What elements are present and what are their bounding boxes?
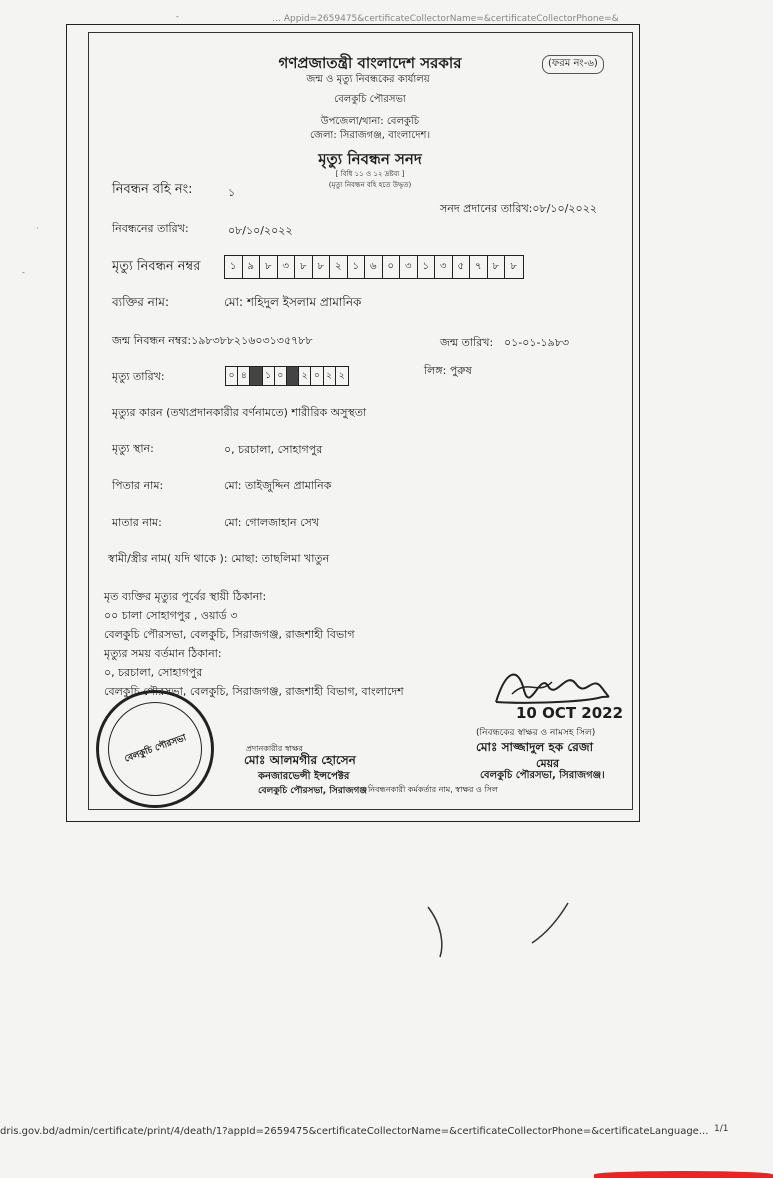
mayor-office: বেলকুচি পৌরসভা, সিরাজগঞ্জ।	[480, 770, 605, 781]
date-digit: ১	[263, 367, 275, 385]
reg-date-label: নিবন্ধনের তারিখ:	[112, 222, 189, 235]
death-date-label: মৃত্যু তারিখ:	[112, 370, 165, 383]
reg-digit: ৮	[295, 256, 313, 278]
top-url: … Appid=2659475&certificateCollectorName=&certificateCollectorPhone=&	[272, 14, 619, 24]
place-value: ০, চরচালা, সোহাগপুর	[224, 443, 323, 456]
red-edge	[594, 1171, 773, 1178]
death-date	[225, 366, 349, 386]
municipality-seal	[96, 690, 214, 808]
scan-mark: -	[22, 268, 25, 277]
issuer-label: প্রদানকারীর স্বাক্ষর	[246, 744, 303, 753]
scan-marks	[420, 895, 580, 965]
death-reg-number	[224, 255, 524, 279]
register-book-label: নিবন্ধন বহি নং:	[112, 182, 193, 197]
person-name-label: ব্যক্তির নাম:	[112, 295, 170, 309]
mother-label: মাতার নাম:	[112, 516, 162, 529]
mayor-name: মোঃ সাজ্জাদুল হক রেজা	[476, 740, 594, 754]
stamp-date: 10 OCT 2022	[516, 704, 624, 722]
date-digit: ০	[275, 367, 287, 385]
issue-date: সনদ প্রদানের তারিখ:০৮/১০/২০২২	[440, 202, 597, 215]
reg-digit: ৫	[453, 256, 471, 278]
reg-digit: ১	[348, 256, 366, 278]
perm-address-line: বেলকুচি পৌরসভা, বেলকুচি, সিরাজগঞ্জ, রাজশাহী বিভাগ	[104, 628, 355, 641]
upazila: উপজেলা/থানা: বেলকুচি	[320, 116, 420, 127]
reg-digit: ৯	[243, 256, 261, 278]
issuer-name: মোঃ আলমগীর হোসেন	[244, 753, 356, 767]
print-url-footer: dris.gov.bd/admin/certificate/print/4/death/1?appId=2659475&certificateCollectorName=&certificateCollectorPhone=&certificateLanguage...	[0, 1126, 709, 1137]
date-separator	[250, 367, 262, 385]
date-separator	[287, 367, 299, 385]
mayor-title: মেয়র	[536, 757, 560, 770]
reg-digit: ৭	[470, 256, 488, 278]
issuer-title: কনজারভেন্সী ইন্সপেক্টর	[258, 771, 350, 782]
curr-address-line: ০, চরচালা, সোহাগপুর	[104, 666, 203, 679]
death-reg-label: মৃত্যু নিবন্ধন নম্বর	[112, 259, 201, 274]
reg-digit: ৮	[313, 256, 331, 278]
reg-digit: ৮	[488, 256, 506, 278]
reg-digit: ৩	[400, 256, 418, 278]
rule-reference: [ বিধি ১১ ও ১২ দ্রষ্টব্য ]	[335, 170, 405, 178]
rule-reference-2: (মৃত্যু নিবন্ধন বহি হতে উদ্ধৃত)	[328, 181, 412, 189]
issuer-office: বেলকুচি পৌরসভা, সিরাজগঞ্জ	[258, 786, 368, 796]
father-label: পিতার নাম:	[112, 479, 164, 492]
father-value: মো: তাইজুদ্দিন প্রামানিক	[224, 479, 332, 492]
date-digit: ২	[299, 367, 311, 385]
place-label: মৃত্যু স্থান:	[112, 442, 154, 455]
office-name: জন্ম ও মৃত্যু নিবন্ধকের কার্যালয়	[306, 74, 430, 85]
date-digit: ০	[226, 367, 238, 385]
perm-address-label: মৃত ব্যক্তির মৃত্যুর পূর্বের স্থায়ী ঠিকানা:	[104, 590, 267, 603]
seal-text: বেলকুচি পৌরসভা	[123, 733, 188, 765]
reg-digit: ৩	[278, 256, 296, 278]
spouse: স্বামী/স্ত্রীর নাম( যদি থাকে ): মোছা: তাছলিমা খাতুন	[108, 552, 330, 565]
reg-digit: ১	[225, 256, 243, 278]
curr-address-line: বেলকুচি পৌরসভা, বেলকুচি, সিরাজগঞ্জ, রাজশাহী বিভাগ, বাংলাদেশ	[104, 685, 404, 698]
reg-digit: ১	[418, 256, 436, 278]
mother-value: মো: গোলজাহান সেখ	[224, 516, 320, 529]
reg-digit: ৬	[365, 256, 383, 278]
birth-date-value: ০১-০১-১৯৮৩	[504, 336, 570, 349]
registrar-signature-label: (নিবন্ধকের স্বাক্ষর ও নামসহ সিল)	[476, 728, 596, 738]
cause-of-death: মৃত্যুর কারন (তথ্যপ্রদানকারীর বর্ণনামতে) শারীরিক অসুস্থতা	[112, 406, 367, 419]
curr-address-label: মৃত্যুর সময় বর্তমান ঠিকানা:	[104, 647, 222, 660]
government-title: গণপ্রজাতন্ত্রী বাংলাদেশ সরকার	[278, 54, 462, 72]
birth-date-label: জন্ম তারিখ:	[440, 336, 494, 349]
form-number: (ফরম নং-৬)	[542, 55, 604, 74]
person-name-value: মো: শহিদুল ইসলাম প্রামানিক	[224, 295, 362, 309]
reg-digit: ৮	[510, 261, 517, 272]
reg-digit: ০	[383, 256, 401, 278]
reg-digit: ৮	[260, 256, 278, 278]
scan-mark: ·	[36, 224, 39, 233]
date-digit: ০	[311, 367, 323, 385]
reg-digit: ২	[330, 256, 348, 278]
reg-date-value: ০৮/১০/২০২২	[228, 224, 293, 237]
date-digit: ২	[338, 371, 345, 381]
gender: লিঙ্গ: পুরুষ	[424, 364, 472, 377]
reg-digit: ৩	[435, 256, 453, 278]
municipality-name: বেলকুচি পৌরসভা	[334, 94, 406, 105]
registrar-signature	[488, 664, 618, 708]
page-number: 1/1	[714, 1124, 729, 1134]
perm-address-line: ০০ চালা সোহাগপুর , ওয়ার্ড ৩	[104, 609, 238, 622]
register-book-value: ১	[228, 186, 236, 199]
footer-line: নিবন্ধনকারী কর্মকর্তার নাম, স্বাক্ষর ও সিল	[368, 785, 498, 794]
district: জেলা: সিরাজগঞ্জ, বাংলাদেশ।	[309, 130, 431, 141]
date-digit: ২	[324, 367, 336, 385]
scan-mark: -	[176, 12, 179, 21]
certificate-title: মৃত্যু নিবন্ধন সনদ	[318, 150, 422, 168]
date-digit: ৪	[238, 367, 250, 385]
birth-reg-number: জন্ম নিবন্ধন নম্বর:১৯৮৩৮৮২১৬০৩১৩৫৭৮৮	[112, 334, 313, 347]
